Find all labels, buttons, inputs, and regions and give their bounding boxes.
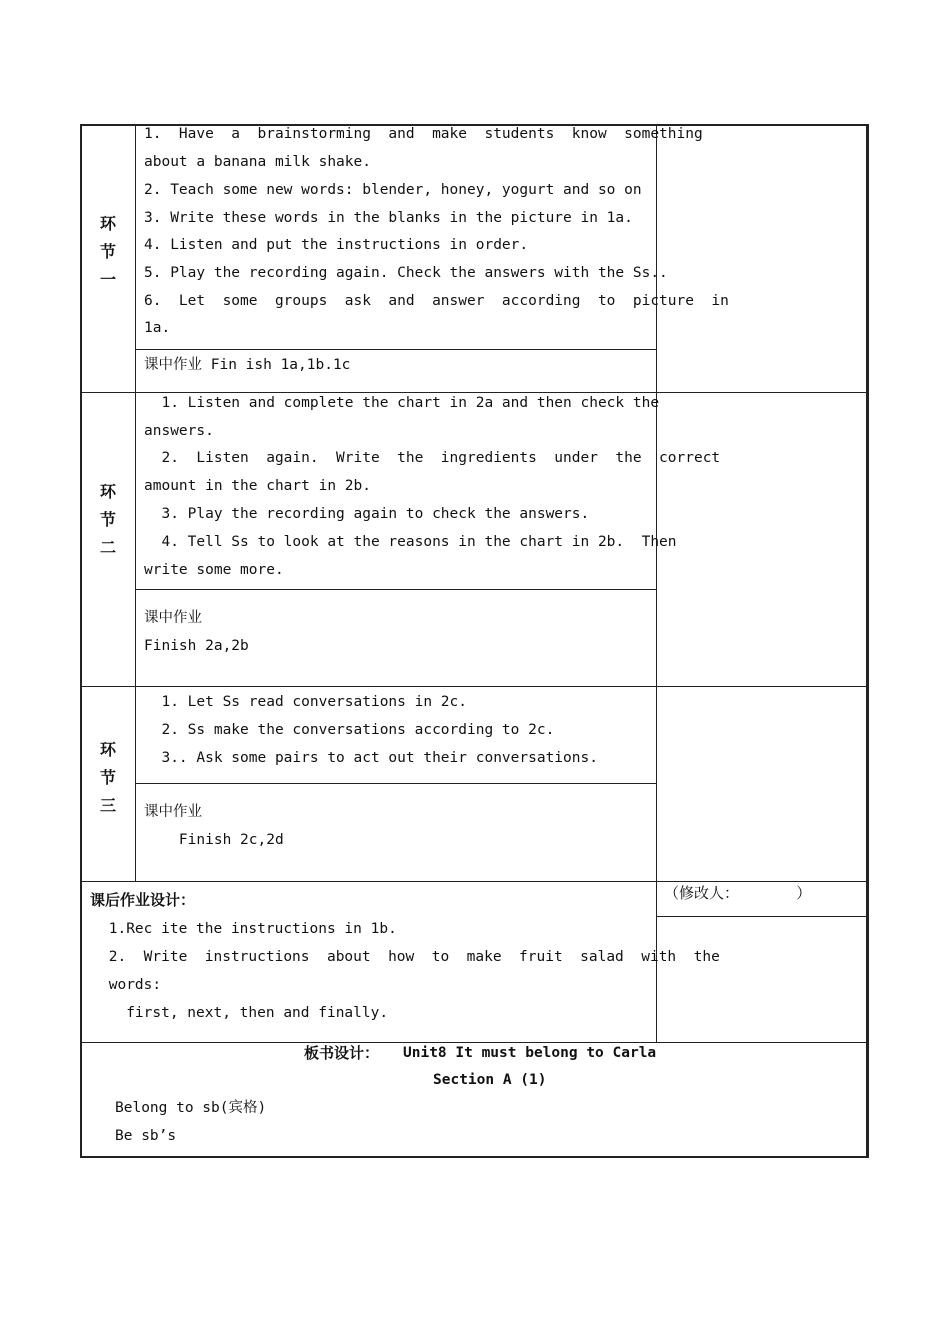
step-line: 1a. (144, 320, 171, 336)
label-char: 环 (99, 214, 116, 233)
cell-divider (656, 916, 869, 917)
step-line: 1. Listen and complete the chart in 2a and then check the (144, 395, 660, 411)
homework-line: 课中作业 Fin ish 1a,1b.1c (144, 357, 351, 373)
col-divider (866, 124, 867, 1158)
step-line: 6. Let some groups ask and answer according to picture in (144, 293, 729, 309)
row-divider (80, 686, 869, 687)
after-class-line: 1.Rec ite the instructions in 1b. (100, 921, 397, 937)
label-char: 三 (99, 796, 116, 815)
cell-divider (136, 783, 656, 784)
step-line: 1. Have a brainstorming and make students know something (144, 126, 703, 142)
step-line: write some more. (144, 562, 284, 578)
board-line: Belong to sb(宾格) (115, 1100, 267, 1116)
after-class-line: first, next, then and finally. (100, 1005, 389, 1021)
after-class-title: 课后作业设计： (90, 891, 196, 909)
step-line: 2. Teach some new words: blender, honey, yogurt and so on (144, 182, 642, 198)
cell-divider (136, 589, 656, 590)
homework-line: 课中作业 (144, 610, 202, 626)
board-title: Unit8 It must belong to Carla (403, 1045, 657, 1061)
label-char: 一 (99, 270, 116, 289)
step-line: 3. Play the recording again to check the answers. (144, 506, 590, 522)
board-line: Be sb’s (115, 1128, 177, 1144)
step-line: 4. Tell Ss to look at the reasons in the chart in 2b. Then (144, 534, 677, 550)
step-line: answers. (144, 423, 214, 439)
section-label-3 (80, 736, 136, 820)
after-class-line: words: (100, 977, 162, 993)
reviser-note: （修改人： ） (664, 884, 812, 902)
label-char: 节 (99, 242, 116, 261)
step-line: 2. Listen again. Write the ingredients under the correct (144, 450, 721, 466)
step-line: 5. Play the recording again. Check the answers with the Ss.. (144, 265, 668, 281)
homework-line: Finish 2c,2d (144, 832, 284, 848)
section-label-2 (80, 478, 136, 562)
step-line: 2. Ss make the conversations according to 2c. (144, 722, 555, 738)
label-char: 节 (99, 768, 116, 787)
after-class-line: 2. Write instructions about how to make fruit salad with the (100, 949, 720, 965)
cell-divider (136, 349, 656, 350)
label-char: 节 (99, 510, 116, 529)
label-char: 环 (99, 740, 116, 759)
label-char: 二 (99, 538, 116, 557)
step-line: amount in the chart in 2b. (144, 478, 371, 494)
step-line: 3.. Ask some pairs to act out their conversations. (144, 750, 598, 766)
board-subtitle: Section A (1) (433, 1072, 547, 1088)
homework-line: 课中作业 (144, 804, 202, 820)
board-label: 板书设计： (304, 1044, 380, 1062)
step-line: 3. Write these words in the blanks in the picture in 1a. (144, 210, 633, 226)
label-char: 环 (99, 482, 116, 501)
homework-line: Finish 2a,2b (144, 638, 249, 654)
step-line: about a banana milk shake. (144, 154, 371, 170)
step-line: 1. Let Ss read conversations in 2c. (144, 694, 468, 710)
step-line: 4. Listen and put the instructions in order. (144, 237, 529, 253)
section-label-1 (80, 210, 136, 294)
